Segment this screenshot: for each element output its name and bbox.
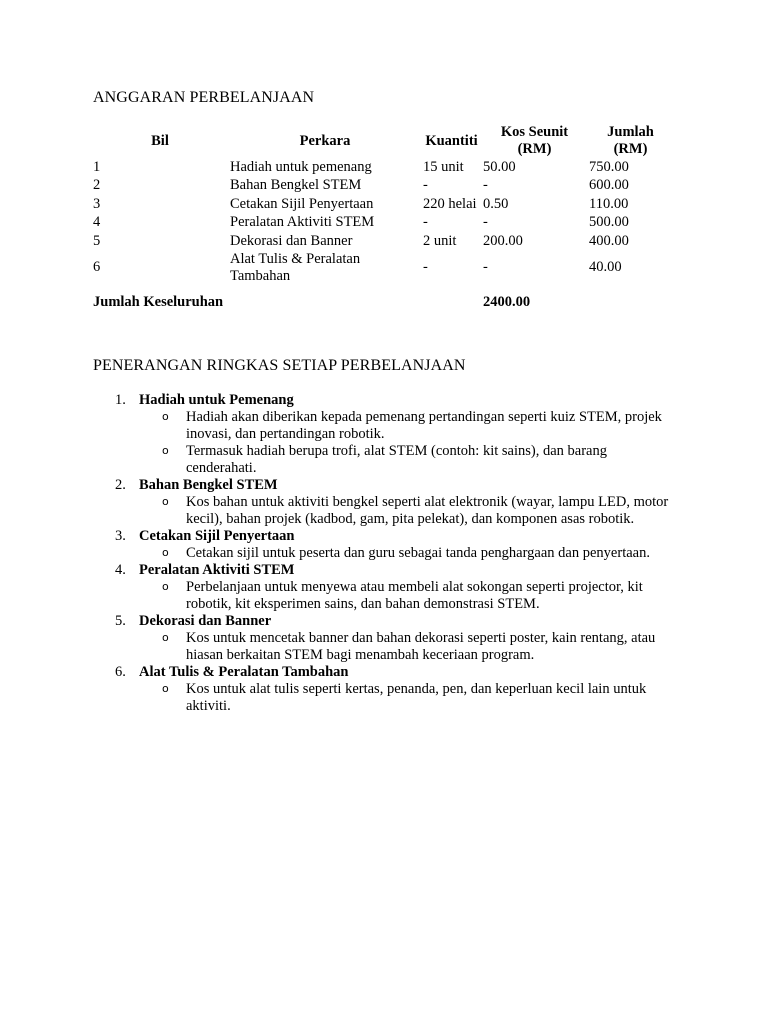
table-header-row bbox=[90, 124, 672, 158]
item-bullet-list bbox=[139, 494, 710, 528]
explanation-item bbox=[110, 392, 710, 477]
item-number: 4. bbox=[115, 562, 126, 578]
cell-jumlah: 40.00 bbox=[589, 259, 622, 275]
item-bullet-list bbox=[139, 409, 710, 477]
item-bullet-list bbox=[139, 579, 710, 613]
cell-perkara: Alat Tulis & Peralatan Tambahan bbox=[230, 250, 361, 284]
cell-bil: 1 bbox=[93, 158, 101, 175]
cell-kos-seunit: 0.50 bbox=[483, 195, 509, 212]
table-row bbox=[90, 232, 672, 251]
cell-perkara: Peralatan Aktiviti STEM bbox=[230, 214, 375, 231]
item-bullet-list bbox=[139, 545, 710, 562]
header-jumlah: Jumlah (RM) bbox=[607, 124, 654, 157]
cell-bil: 6 bbox=[93, 259, 101, 275]
bullet-item bbox=[139, 443, 681, 477]
bullet-text: Cetakan sijil untuk peserta dan guru sebagai tanda penghargaan dan penyertaan. bbox=[186, 545, 650, 561]
item-title: Hadiah untuk Pemenang bbox=[139, 392, 294, 408]
bullet-icon: o bbox=[162, 410, 169, 423]
cell-kos-seunit: - bbox=[483, 259, 488, 275]
cell-jumlah: 110.00 bbox=[589, 195, 629, 212]
explanation-item bbox=[110, 477, 710, 528]
item-title: Peralatan Aktiviti STEM bbox=[139, 562, 295, 578]
item-title: Bahan Bengkel STEM bbox=[139, 477, 278, 493]
cell-kos-seunit: 50.00 bbox=[483, 158, 516, 175]
cell-bil: 2 bbox=[93, 177, 101, 194]
total-empty-cell bbox=[586, 285, 672, 321]
cell-bil: 4 bbox=[93, 214, 101, 231]
cell-kuantiti: - bbox=[423, 214, 428, 231]
explanation-list-container bbox=[110, 392, 710, 715]
bullet-icon: o bbox=[162, 682, 169, 695]
bullet-item bbox=[139, 630, 681, 664]
bullet-text: Kos bahan untuk aktiviti bengkel seperti alat elektronik (wayar, lampu LED, motor kecil), bahan projek (kadbod, gam, pita pelekat), dan komponen asas robotik. bbox=[186, 494, 669, 527]
cell-kuantiti: - bbox=[423, 259, 428, 275]
header-bil: Bil bbox=[151, 132, 169, 149]
cell-kuantiti: 2 unit bbox=[423, 232, 457, 249]
cell-perkara: Cetakan Sijil Penyertaan bbox=[230, 195, 374, 212]
cell-perkara: Hadiah untuk pemenang bbox=[230, 158, 372, 175]
explanation-title: PENERANGAN RINGKAS SETIAP PERBELANJAAN bbox=[93, 357, 466, 374]
cell-jumlah: 500.00 bbox=[589, 214, 629, 231]
bullet-icon: o bbox=[162, 444, 169, 457]
total-empty-cell bbox=[420, 285, 480, 321]
total-row bbox=[90, 285, 672, 321]
bullet-text: Kos untuk alat tulis seperti kertas, penanda, pen, dan keperluan kecil lain untuk aktiviti. bbox=[186, 681, 647, 714]
item-number: 5. bbox=[115, 613, 126, 629]
cell-kuantiti: 220 helai bbox=[423, 195, 477, 212]
item-number: 2. bbox=[115, 477, 126, 493]
header-perkara: Perkara bbox=[299, 132, 351, 149]
bullet-item bbox=[139, 681, 681, 715]
bullet-item bbox=[139, 494, 681, 528]
item-bullet-list bbox=[139, 630, 710, 664]
cell-perkara: Dekorasi dan Banner bbox=[230, 232, 353, 249]
explanation-item bbox=[110, 528, 710, 562]
bullet-text: Kos untuk mencetak banner dan bahan dekorasi seperti poster, kain rentang, atau hiasan berkaitan STEM bagi menambah keceriaan program. bbox=[186, 630, 656, 663]
table-row bbox=[90, 158, 672, 177]
item-number: 6. bbox=[115, 664, 126, 680]
total-value: 2400.00 bbox=[483, 294, 531, 310]
cell-jumlah: 400.00 bbox=[589, 232, 629, 249]
bullet-icon: o bbox=[162, 580, 169, 593]
bullet-item bbox=[139, 409, 681, 443]
header-kuantiti: Kuantiti bbox=[425, 132, 478, 149]
bullet-icon: o bbox=[162, 495, 169, 508]
explanation-item bbox=[110, 664, 710, 715]
cell-bil: 5 bbox=[93, 232, 101, 249]
explanation-item bbox=[110, 562, 710, 613]
cell-kos-seunit: - bbox=[483, 177, 488, 194]
total-empty-cell bbox=[227, 285, 420, 321]
bullet-item bbox=[139, 579, 681, 613]
bullet-text: Perbelanjaan untuk menyewa atau membeli alat sokongan seperti projector, kit robotik, kit eksperimen sains, dan bahan demonstrasi STEM. bbox=[186, 579, 643, 612]
cell-kos-seunit: - bbox=[483, 214, 488, 231]
item-bullet-list bbox=[139, 681, 710, 715]
cell-jumlah: 750.00 bbox=[589, 158, 629, 175]
cell-kos-seunit: 200.00 bbox=[483, 232, 523, 249]
cell-perkara: Bahan Bengkel STEM bbox=[230, 177, 362, 194]
bullet-text: Hadiah akan diberikan kepada pemenang pertandingan seperti kuiz STEM, projek inovasi, dan pertandingan robotik. bbox=[186, 409, 662, 442]
table-body bbox=[90, 158, 672, 285]
cell-bil: 3 bbox=[93, 195, 101, 212]
bullet-item bbox=[139, 545, 681, 562]
explanation-item bbox=[110, 613, 710, 664]
bullet-icon: o bbox=[162, 546, 169, 559]
item-title: Alat Tulis & Peralatan Tambahan bbox=[139, 664, 349, 680]
bullet-icon: o bbox=[162, 631, 169, 644]
table-row bbox=[90, 195, 672, 214]
item-title: Dekorasi dan Banner bbox=[139, 613, 272, 629]
item-number: 1. bbox=[115, 392, 126, 408]
table-row bbox=[90, 251, 672, 285]
total-label: Jumlah Keseluruhan bbox=[93, 294, 224, 310]
item-title: Cetakan Sijil Penyertaan bbox=[139, 528, 295, 544]
budget-table bbox=[90, 124, 672, 321]
bullet-text: Termasuk hadiah berupa trofi, alat STEM (contoh: kit sains), dan barang cenderahati. bbox=[186, 443, 607, 476]
cell-jumlah: 600.00 bbox=[589, 177, 629, 194]
table-row bbox=[90, 214, 672, 233]
cell-kuantiti: 15 unit bbox=[423, 158, 464, 175]
explanation-list bbox=[110, 392, 710, 715]
budget-title: ANGGARAN PERBELANJAAN bbox=[93, 89, 315, 106]
table-row bbox=[90, 177, 672, 196]
item-number: 3. bbox=[115, 528, 126, 544]
header-kos-seunit: Kos Seunit (RM) bbox=[500, 124, 569, 157]
cell-kuantiti: - bbox=[423, 177, 428, 194]
